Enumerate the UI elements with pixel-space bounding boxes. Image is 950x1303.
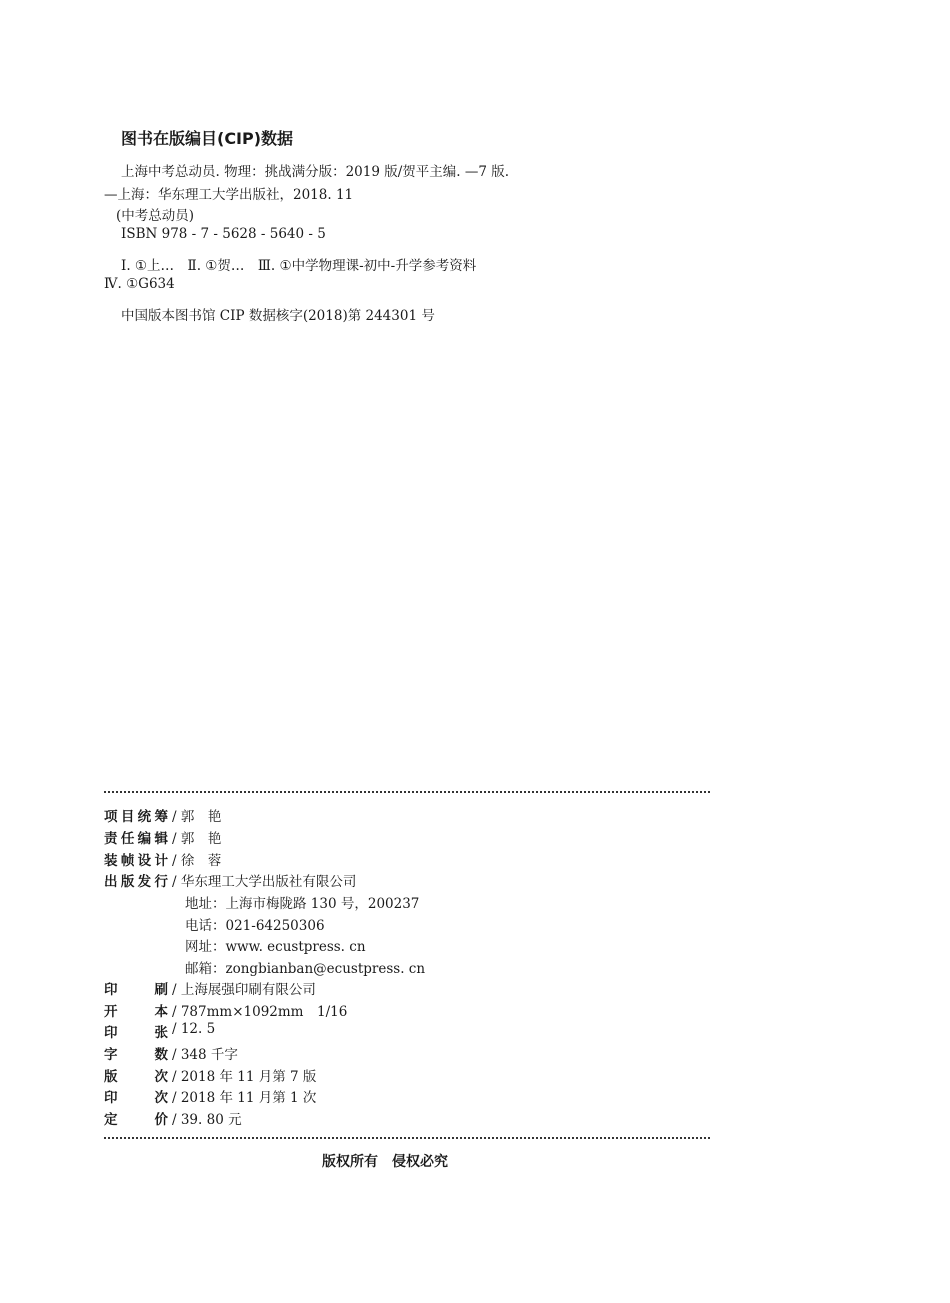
spec-label-printer: 印 刷	[104, 982, 168, 998]
cip-line-subjects: Ⅰ. ①上… Ⅱ. ①贺… Ⅲ. ①中学物理课-初中-升学参考资料	[121, 258, 477, 274]
publisher-address: 地址：上海市梅陇路 130 号，200237	[185, 896, 420, 912]
cip-line-publisher: —上海：华东理工大学出版社，2018. 11	[104, 187, 354, 203]
publisher-email: 邮箱：zongbianban@ecustpress. cn	[185, 961, 426, 977]
credit-value-project-coordinator: / 郭 艳	[172, 809, 222, 825]
spec-label-price: 定 价	[104, 1112, 168, 1128]
cip-heading: 图书在版编目(CIP)数据	[121, 129, 294, 148]
credit-label-editor: 责 任 编 辑	[104, 831, 168, 847]
publisher-phone: 电话：021-64250306	[185, 918, 325, 934]
spec-label-edition: 版 次	[104, 1069, 168, 1085]
publisher-website: 网址：www. ecustpress. cn	[185, 939, 366, 955]
cip-line-isbn: ISBN 978 - 7 - 5628 - 5640 - 5	[121, 226, 326, 242]
spec-value-word-count: / 348 千字	[172, 1047, 238, 1063]
credit-label-publisher: 出 版 发 行	[104, 874, 168, 890]
credit-value-editor: / 郭 艳	[172, 831, 222, 847]
credit-value-publisher: / 华东理工大学出版社有限公司	[172, 874, 357, 890]
cip-line-title: 上海中考总动员. 物理：挑战满分版：2019 版/贺平主编. —7 版.	[121, 164, 510, 180]
credit-label-project-coordinator: 项 目 统 筹	[104, 809, 168, 825]
spec-label-format: 开 本	[104, 1004, 168, 1020]
spec-value-edition: / 2018 年 11 月第 7 版	[172, 1069, 317, 1085]
dotted-rule-top	[104, 791, 710, 793]
credit-value-designer: / 徐 蓉	[172, 853, 222, 869]
copyright-notice: 版权所有 侵权必究	[322, 1154, 448, 1170]
spec-value-format: / 787mm×1092mm 1/16	[172, 1004, 348, 1020]
dotted-rule-bottom	[104, 1137, 710, 1139]
spec-label-sheets: 印 张	[104, 1025, 168, 1041]
spec-value-price: / 39. 80 元	[172, 1112, 242, 1128]
cip-line-record-number: 中国版本图书馆 CIP 数据核字(2018)第 244301 号	[121, 308, 435, 324]
spec-label-printing: 印 次	[104, 1090, 168, 1106]
spec-value-printer: / 上海展强印刷有限公司	[172, 982, 316, 998]
spec-value-printing: / 2018 年 11 月第 1 次	[172, 1090, 317, 1106]
cip-line-series: (中考总动员)	[116, 208, 195, 224]
spec-label-word-count: 字 数	[104, 1047, 168, 1063]
spec-value-sheets: / 12. 5	[172, 1021, 216, 1037]
credit-label-designer: 装 帧 设 计	[104, 853, 168, 869]
cip-line-classification: Ⅳ. ①G634	[104, 276, 175, 292]
